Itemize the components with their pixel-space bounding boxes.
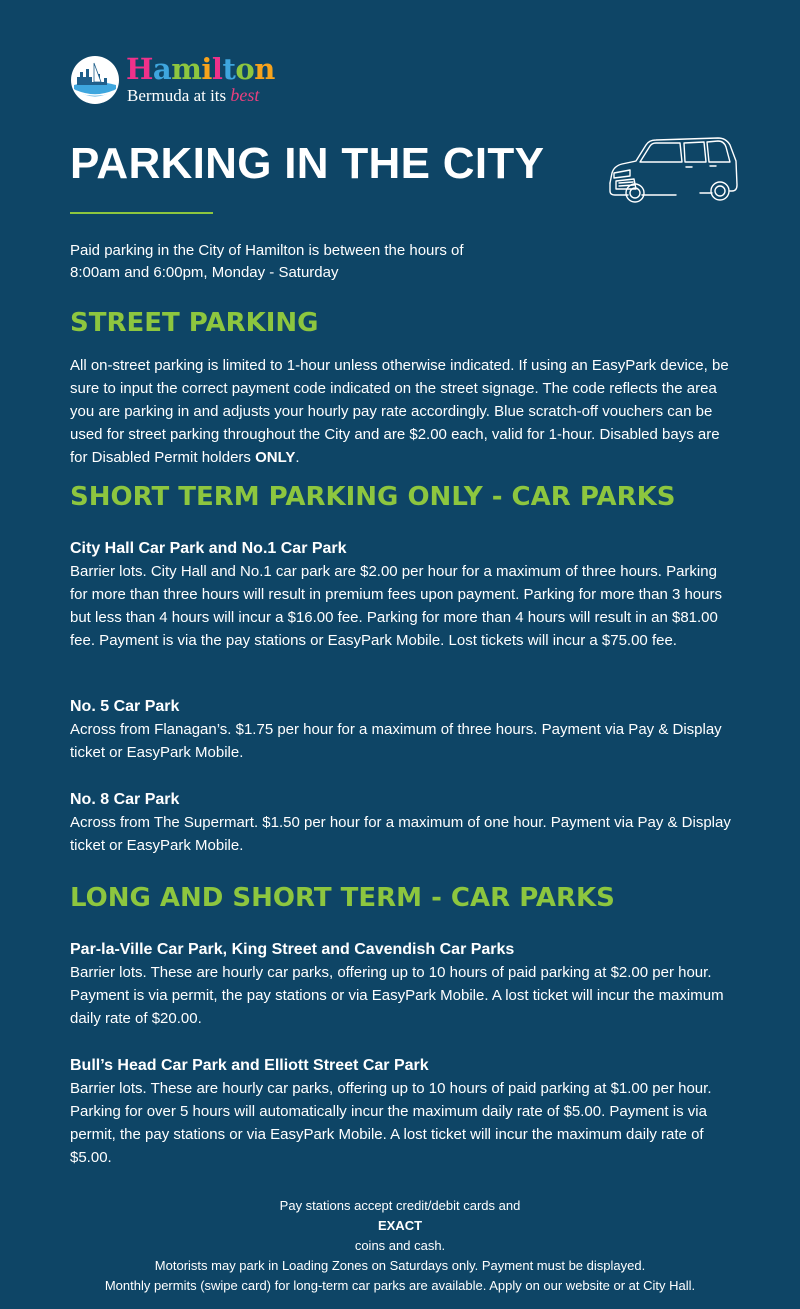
car-park-description: Across from The Supermart. $1.50 per hour for a maximum of one hour. Payment via Pay & Display ticket or EasyPark Mobile.	[70, 814, 731, 854]
logo-tagline-accent: best	[230, 85, 260, 105]
title-divider	[70, 212, 213, 214]
car-icon	[606, 133, 741, 208]
footer-line-1-bold: EXACT	[377, 1218, 423, 1233]
footer-line-2: Motorists may park in Loading Zones on Saturdays only. Payment must be displayed.	[154, 1258, 646, 1273]
car-park-title: No. 8 Car Park	[70, 791, 180, 808]
intro-line-1: Paid parking in the City of Hamilton is between the hours of	[70, 242, 464, 259]
street-parking-heading: STREET PARKING	[70, 308, 319, 338]
logo-letter: H	[126, 52, 153, 86]
car-park-title: Par-la-Ville Car Park, King Street and Cavendish Car Parks	[70, 941, 515, 958]
street-parking-emphasis: ONLY	[255, 449, 296, 466]
car-park-description: Barrier lots. City Hall and No.1 car park are $2.00 per hour for a maximum of three hours. Parking for more than three hours will result in premium fees upon payment. Parking for more than 3 hours but less than 4 hours will incur a $16.00 fee. Parking for more than 4 hours will result in an $81.00 fee. Payment is via the pay stations or EasyPark Mobile. Lost tickets will incur a $75.00 fee.	[70, 563, 722, 649]
page-title: PARKING IN THE CITY	[70, 139, 545, 188]
intro-text	[70, 240, 530, 284]
car-park-block	[70, 695, 735, 764]
car-park-block	[70, 938, 735, 1030]
long-short-term-heading: LONG AND SHORT TERM - CAR PARKS	[70, 883, 615, 913]
hamilton-logo-icon	[70, 55, 120, 105]
street-parking-end: .	[295, 449, 300, 466]
footer-line-1-end: coins and cash.	[354, 1238, 446, 1253]
logo-letter: a	[152, 52, 172, 86]
car-park-block	[70, 788, 735, 857]
short-term-heading: SHORT TERM PARKING ONLY - CAR PARKS	[70, 482, 676, 512]
car-park-description: Across from Flanagan’s. $1.75 per hour for a maximum of three hours. Payment via Pay & Display ticket or EasyPark Mobile.	[70, 721, 722, 761]
footer-line-3: Monthly permits (swipe card) for long-term car parks are available. Apply on our website or at City Hall.	[104, 1278, 696, 1293]
car-park-title: No. 5 Car Park	[70, 698, 180, 715]
logo-letter: m	[171, 52, 202, 86]
footer-line-1	[0, 1196, 800, 1256]
footer-line-1-start: Pay stations accept credit/debit cards and	[279, 1198, 521, 1213]
logo-wordmark	[126, 53, 275, 85]
logo-letter: t	[222, 52, 236, 86]
street-parking-text	[70, 354, 735, 469]
logo-tagline-text: Bermuda at its	[127, 86, 227, 105]
footer-notes	[0, 1196, 800, 1296]
car-park-description: Barrier lots. These are hourly car parks, offering up to 10 hours of paid parking at $1.00 per hour. Parking for over 5 hours will automatically incur the maximum daily rate of $5.00. Payment is via permit, the pay stations or via EasyPark Mobile. A lost ticket will incur the maximum daily rate of $5.00.	[70, 1080, 712, 1166]
intro-line-2: 8:00am and 6:00pm, Monday - Saturday	[70, 264, 339, 281]
car-park-block	[70, 537, 735, 652]
logo-letter: l	[211, 52, 223, 86]
car-park-block	[70, 1054, 735, 1169]
car-park-title: City Hall Car Park and No.1 Car Park	[70, 540, 347, 557]
hamilton-logo[interactable]	[70, 52, 290, 110]
logo-tagline	[127, 85, 259, 106]
logo-letter: o	[235, 52, 255, 86]
logo-letter: n	[254, 52, 275, 86]
car-park-description: Barrier lots. These are hourly car parks, offering up to 10 hours of paid parking at $2.00 per hour. Payment is via permit, the pay stations or via EasyPark Mobile. A lost ticket will incur the maximum daily rate of $20.00.	[70, 964, 724, 1027]
street-parking-body: All on-street parking is limited to 1-hour unless otherwise indicated. If using an EasyPark device, be sure to input the correct payment code indicated on the street signage. The code reflects the area you are parking in and adjusts your hourly pay rate accordingly. Blue scratch-off vouchers can be used for street parking throughout the City and are $2.00 each, valid for 1-hour. Disabled bays are for Disabled Permit holders	[70, 357, 729, 466]
car-park-title: Bull’s Head Car Park and Elliott Street Car Park	[70, 1057, 429, 1074]
logo-letter: i	[201, 52, 212, 86]
